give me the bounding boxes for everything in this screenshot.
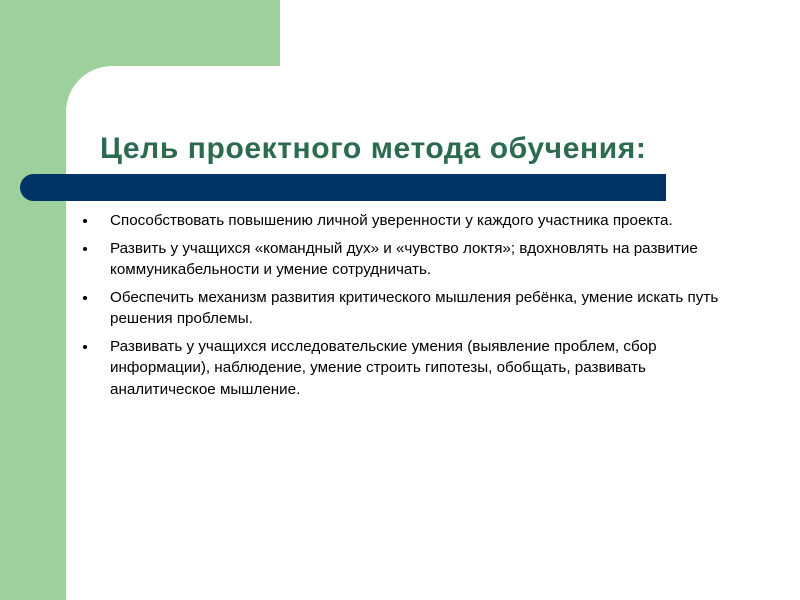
bullet-item <box>80 238 740 281</box>
bullet-item <box>80 336 740 401</box>
slide-title: Цель проектного метода обучения: <box>100 132 647 165</box>
bullet-dot-icon <box>83 345 87 349</box>
bullet-text: Развивать у учащихся исследовательские умения (выявление проблем, сбор информации), наблюдение, умение строить гипотезы, обобщать, развивать аналитическое мышление. <box>110 337 657 398</box>
bullet-dot-icon <box>83 296 87 300</box>
bullet-text: Развить у учащихся «командный дух» и «чувство локтя»; вдохновлять на развитие коммуникабельности и умение сотрудничать. <box>110 239 698 278</box>
bullet-text: Обеспечить механизм развития критического мышления ребёнка, умение искать путь решения проблемы. <box>110 288 719 327</box>
bullet-dot-icon <box>83 219 87 223</box>
bullet-list <box>80 210 740 406</box>
title-underline-bar <box>20 174 666 201</box>
bullet-dot-icon <box>83 247 87 251</box>
bullet-item <box>80 210 740 232</box>
bullet-text: Способствовать повышению личной уверенности у каждого участника проекта. <box>110 212 673 229</box>
bullet-item <box>80 287 740 330</box>
